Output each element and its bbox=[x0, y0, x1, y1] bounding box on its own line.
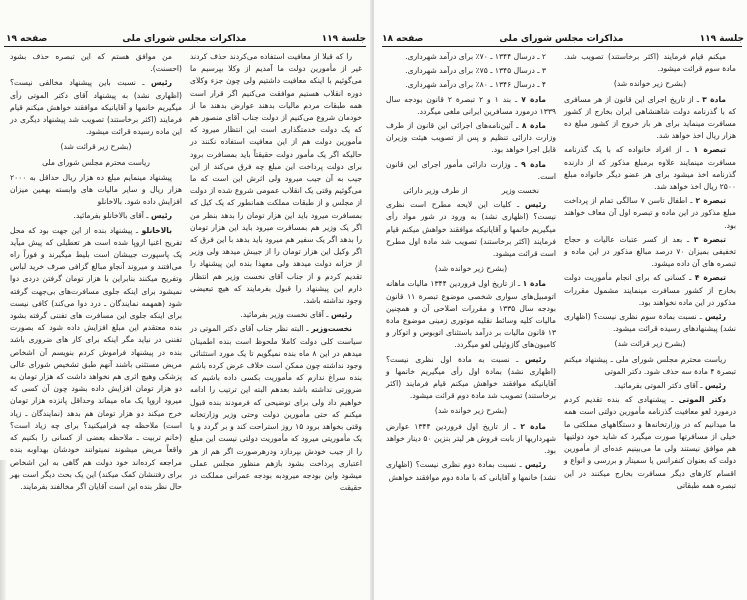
paragraph bbox=[10, 225, 182, 493]
speaker-label: مادة ۲ bbox=[520, 421, 547, 431]
speaker-label: رئیس bbox=[524, 460, 546, 470]
paragraph bbox=[386, 278, 556, 351]
paragraph bbox=[190, 323, 362, 494]
speaker-label: تبصرة ۳ bbox=[693, 234, 726, 244]
paragraph bbox=[386, 354, 556, 403]
paragraph bbox=[190, 309, 362, 321]
paragraph-text: ریاست محترم مجلس شورای ملی ـ پیشنهاد میکنم تبصرة ۴ مادة سه حذف شود. دکتر الموتی bbox=[564, 354, 736, 376]
paragraph-text: پیشنهاد مینمایم مبلغ ده هزار ریال حداقل به ۲۰۰۰ هزار ریال و سایر مالیات های وابسته بهمین میزان افزایش داده شود. بالاخانلو bbox=[10, 172, 182, 207]
paragraph bbox=[10, 51, 182, 75]
left-page-column-left bbox=[10, 51, 182, 495]
header-rule bbox=[4, 46, 366, 47]
paragraph bbox=[10, 172, 182, 209]
signatures bbox=[386, 185, 556, 197]
paragraph bbox=[564, 311, 736, 335]
paragraph-text: را که قبلا از معافیت استفاده می‌کردند حذف کردند غیر از مأمورین دولت ما آمدیم از وکلا بپرسیم ما می‌گوئیم با اینکه معافیت داشتیم ولی چون جزء وکلای دوره انقلاب هستیم موافقت می‌کنیم اگر قرار است همه طبقات مردم مالیات بدهند عوارض بدهند ما از خودمان شروع می‌کنیم از دولت جناب آقای منصور هم که یک دولت خدمتگذاری است این انتظار میرود که مأمورین دولت هم از این معافیت استفاده نکنند در حالیکه اگر یک مأمور دولت حقیقتاً باید بمسافرت برود برای دولت پرداخت این مبلغ چه فرق می‌کند از این جیب به آن جیب میرود ولی اثرش این است که ما می‌گوئیم وقتی یک انقلاب عمومی شروع شده از دولت از مجلس و از طبقات مملکت همانطور که یک کیل که بمسافرت میرود باید این هزار تومان را بدهد بنظر من اگر یک وزیر هم بمسافرت میرود باید این هزار تومان را بدهد اگر یک سفیر هم میرود باید بدهد با این فرق که اگر وکیل این هزار تومان را از جیبش میدهد ولی وزیر از خزانه دولت میدهد ولی معهذا بنده این پیشنهاد را تقدیم کردم و از جناب آقای نخست وزیر هم انتظار دارم این پیشنهاد را قبول بفرمایند که هیچ تبعیضی وجود نداشته باشد. bbox=[190, 52, 362, 306]
paragraph-text: ۴ ـ درسال ۱۳۴۶ ـ ۸۰٪ برای درآمد شهرداری. bbox=[405, 80, 546, 90]
paragraph bbox=[10, 77, 182, 138]
speaker-label: مادة ۱ bbox=[522, 279, 546, 289]
paragraph bbox=[564, 234, 736, 271]
section-note: ریاست محترم مجلس شورای ملی bbox=[42, 157, 150, 167]
paragraph bbox=[386, 79, 556, 91]
paragraph-text: ـ از افراد خانواده که با یک گذرنامه مسافرت مینمایند علاوه برمبلغ مذکور که از دارنده گذرنامه اخذ میشود برای هر عضو دیگر خانواده مبلغ ۲۵۰۰ ریال اخذ خواهد شد. bbox=[564, 145, 736, 192]
paragraph-text: ـ پیشنهاد بنده از این جهت بود که محل تفریح اغنیا اروپا شده است هر تعطیلی که پیش میآید یک پاسپورت جیبشان است بلیط میگیرند و فوراً راه می‌افتند و میروند آنجاو مبالغ گزافی صرف خرید لباس وتفریح میکنند بنابراین با هزار تومان گرفتن دردی دوا نمیشود برای اینکه جلوی مسافرت‌های بی‌جهت گرفته شود (همهمه نمایندگان ـ درد دوا می‌کند) کافی نیست برای اینکه جلوی این مسافرت های تفننی گرفته بشود بنده معتقدم این مبلغ افزایش داده شود که بصورت تفننی در نیاید مگر اینکه برای کار های ضروری باشد بنده در پیشنهاد فراموش کردم بنویسم آن اشخاص مریض مستثنی باشند آنهم طبق تشخیص شورای عالی پزشکی وهیچ اثری هم نخواهد داشت که هزار تومان به دو هزار تومان افزایش داده بشود چون آن کسی که میرود اروپا یک ماه میماند وحداقل پانزده هزار تومان خرج میکند دو هزار تومان هم بدهد (نمایندگان ـ زیاد است) ملاحظه چه فرامیکنید؟ برای چه زیاد است؟ (خانم تربیت ـ ملاحظه بعضی از کسانی را بکنیم که واقعاً مریض میشوند نمیتوانند خودشان بهداوبه بنده مراجعه کرده‌اند خود دولت هم گاهی به این اشخاص برای رفتنشان کمک میکند) این یک بحث دیگر است بهر حال نظر بنده این است آقایان اگر مخالفند بفرمایند. bbox=[10, 225, 182, 491]
speaker-label: دکتر الموتی bbox=[678, 395, 726, 405]
paragraph-text: ـ آئین‌نامه‌های اجرائی این قانون از طرف وزارت دارائی تنظیم و پس از تصویب هیئت وزیران قابل اجرا خواهد بود. bbox=[386, 121, 556, 155]
paragraph-text: ـ بعد از کسر عتبات عالیات و حجاج تخفیفی بمیزان ۷۰ درصد مبالغ مذکور در این ماده و تبصره های آن داده میشود. bbox=[564, 234, 736, 269]
page-number: صفحه ۱۹ bbox=[6, 34, 48, 44]
left-page bbox=[0, 0, 372, 600]
page-edge-shadow bbox=[0, 460, 6, 600]
paragraph bbox=[386, 159, 556, 183]
speaker-label: رئیس bbox=[704, 381, 726, 391]
speaker-label: رئیس bbox=[150, 78, 172, 88]
paragraph bbox=[190, 51, 362, 307]
speaker-label: مادة ۸ bbox=[521, 121, 546, 131]
session-number: جلسة ۱۱۹ bbox=[321, 34, 366, 44]
paragraph bbox=[564, 94, 736, 143]
paragraph-text: ـ البته نظر جناب آقای دکتر الموتی در سیاست کلی دولت کاملا ملحوظ است بنده اطمینان میدهم در این ۸ ماه بنده نمیگویم تا یک مورد استثنائی وجود نداشته چون ممکن است خلاف عرض کرده باشم بنده سراغ ندارم که مأموریت بکسی داده باشیم که ضرورتی نداشته باشد بعدهم البته این ترتیب را ادامه خواهیم داد ولی برای توضیحی که فرمودند بنده قبول میکنم که حتی مأمورین دولت وحتی وزیر وزارتخانه وقتی بخواهد برود ۱۵ روز استراحت کند و بر گردد و یا یک مأموریتی میرود که مأموریت دولتی نیست این مبلغ را از جیب خودش بپردازد ودرهرصورت اگر هم از هر اعتباری پرداخت بشود بازهم منظور مجلس عملی میشود واین بودجه میرودبه بودجه عمرانی مملکت در حقیقت bbox=[190, 324, 363, 493]
paragraph-text: ـ آقای نخست وزیر بفرمائید. bbox=[240, 310, 331, 320]
speaker-label: مادة ۷ bbox=[521, 94, 546, 104]
paragraph-text: ۳ ـ درسال ۱۳۴۵ ـ ۷۵٪ برای درآمد شهرداری. bbox=[405, 66, 546, 76]
session-number: جلسة ۱۱۹ bbox=[699, 34, 744, 44]
left-page-column-right bbox=[190, 51, 362, 496]
right-page-header bbox=[382, 30, 744, 44]
paragraph-text: ـ از تاریخ اول فروردین ۱۳۴۴ مالیات ماهانه اتومبیل‌های سواری شخصی موضوع تبصرة ۱۱ قانون بودجه سال ۱۳۳۵ و مقررات اصلاحی آن و همچنین مالیات کلیه وسائط نقلیه موتوری زمینی موضوع مادة ۱۳ قانون مالیات بر درآمد باستثنای اتوبوس و اتوکار و کامیون‌های گازوئیلی لغو میگردد. bbox=[386, 279, 556, 350]
paragraph bbox=[386, 459, 556, 483]
paragraph bbox=[10, 210, 182, 222]
section-note: (بشرح زیر خوانده شد) bbox=[434, 406, 508, 416]
section-note: (بشرح زیر خوانده شد) bbox=[613, 79, 687, 89]
signature: از طرف وزیر دارائی bbox=[403, 186, 468, 196]
section-note: (بشرح زیر خوانده شد) bbox=[434, 264, 508, 274]
paragraph bbox=[564, 354, 736, 378]
speaker-label: مادة ۳ bbox=[702, 94, 727, 104]
paragraph-text: میکنم قیام فرمایند (اکثر برخاستند) تصویب شد. مادة سوم قرائت میشود. bbox=[564, 52, 736, 74]
speaker-label: رئیس bbox=[330, 310, 352, 320]
paragraph-text: ـ نسبت بمادة سوم نظری نیست؟ (اظهاری نشد) پیشنهادهای رسیده قرائت میشود. bbox=[564, 312, 736, 334]
running-title: مذاکرات مجلس شورای ملی bbox=[499, 34, 624, 44]
paragraph-text: ـ کسانی که برای انجام مأموریت دولت بخارج از کشور مسافرت مینمایند مشمول مقررات مذکور در این ماده نخواهند بود. bbox=[564, 273, 736, 307]
paragraph bbox=[386, 94, 556, 118]
paragraph bbox=[564, 380, 736, 392]
paragraph-text: ـ وزارت دارائی مأمور اجرای این قانون است. bbox=[386, 159, 556, 181]
paragraph-text: ـ نسبت به مادة اول نظری نیست؟ (اظهاری نشد) بمادة اول رأی میگیریم خانمها و آقایانیکه موافقند خواهش میکنم قیام فرمایند (اکثر برخاستند) تصویب شد مادة دوم قرائت میشود. bbox=[386, 354, 556, 401]
right-page-column-right bbox=[564, 51, 736, 494]
paragraph bbox=[564, 195, 736, 232]
paragraph-text: ـ اطفال تاسن ۷ سالگی تمام از پرداخت مبلغ مذکور در این ماده و تبصره اول آن معاف خواهند بود. bbox=[564, 196, 736, 230]
paragraph-text: ـ بند ۱ و ۲ تبصرة ۲ قانون بودجه سال ۱۳۳۹ درمورد مسافرین ایرانی ملغی میگردد. bbox=[386, 94, 556, 116]
right-page-column-left bbox=[386, 51, 556, 486]
page-number: صفحه ۱۸ bbox=[382, 34, 424, 44]
paragraph-text: ـ از تاریخ اول فروردین ۱۳۴۴ عوارض شهرداریها از بابت فروش هر لیتر بنزین ۵۰ دینار خواهد بود. bbox=[386, 421, 557, 456]
speaker-label: مادة ۹ bbox=[521, 159, 547, 169]
paragraph bbox=[564, 272, 736, 309]
paragraph bbox=[564, 144, 736, 193]
paragraph-text: من موافق هستم که این تبصره حذف بشود (احسنت). bbox=[10, 52, 182, 74]
right-page bbox=[374, 0, 747, 600]
paragraph-text: ۲ ـ درسال ۱۳۴۴ ـ ۷۰٪ برای درآمد شهرداری. bbox=[405, 52, 546, 61]
paragraph bbox=[564, 51, 736, 75]
signature: نخست وزیر bbox=[501, 186, 539, 196]
header-rule bbox=[382, 46, 742, 47]
paragraph-text: ـ پیشنهادی که بنده تقدیم کردم درمورد لغو معافیت گذرنامه مأمورین دولتی است همه ما میدانیم که در وزارتخانه‌ها و دستگاههای مملکتی ما خیلی از مسافرتها صورت میگیرد که شاید خود دولتیها هم موافق نیستند ولی ما می‌بینیم عده‌ای از مأمورین دولت که بعنوان کنفرانس یا سمینار و بررسی و انواع و اقسام کارهای دیگر مسافرت بخارج میکنند در این تبصره همه طبقاتی bbox=[564, 395, 736, 490]
speaker-label: تبصرة ۴ bbox=[694, 273, 726, 283]
left-page-header bbox=[6, 30, 366, 44]
paragraph bbox=[564, 394, 736, 492]
speaker-label: تبصرة ۱ bbox=[693, 145, 726, 155]
paragraph bbox=[386, 421, 556, 458]
paragraph-text: ـ نسبت بمادة دوم نظری نیست؟ (اظهاری نشد) خانمها و آقایانی که با مادة دوم موافقند خواهش bbox=[386, 460, 556, 482]
running-title: مذاکرات مجلس شورای ملی bbox=[122, 34, 247, 44]
speaker-label: رئیس bbox=[150, 211, 172, 221]
section-note: (بشرح زیر قرائت شد) bbox=[614, 339, 686, 349]
paragraph-text: ـ آقای بالاخانلو بفرمائید. bbox=[73, 211, 151, 221]
paragraph bbox=[386, 51, 556, 63]
paragraph-text: ـ از تاریخ اجرای این قانون از هر مسافری که با گذرنامه دولت شاهنشاهی ایران بخارج از کشور مسافرت مینماید برای هر بار خروج از کشور مبلغ ده هزار ریال اخذ خواهد شد. bbox=[564, 94, 736, 141]
speaker-label: بالاخانلو bbox=[141, 225, 172, 235]
section-note: (بشرح زیر قرائت شد) bbox=[60, 142, 132, 152]
paragraph bbox=[386, 199, 556, 260]
speaker-label: نخست‌وزیر bbox=[311, 324, 352, 334]
paragraph bbox=[386, 65, 556, 77]
paragraph-text: ـ آقای دکتر الموتی بفرمائید. bbox=[614, 381, 705, 391]
speaker-label: تبصرة ۲ bbox=[695, 196, 726, 206]
speaker-label: رئیس bbox=[524, 354, 546, 364]
paragraph-text: ـ نسبت باین پیشنهاد مخالفی نیست؟ (اظهاری نشد) به پیشنهاد آقای دکتر الموتی رأی میگیریم خانمها و آقایانیکه موافقند خواهش میکنم قیام فرمایند (اکثر برخاستند) تصویب شد پیشنهاد دیگری در این ماده رسیده قرائت میشود. bbox=[10, 78, 182, 137]
paragraph-text: ـ کلیات این لایحه مطرح است نظری نیست؟ (اظهاری نشد) به ورود در شور مواد رأی میگیریم خانمها و آقایانیکه موافقند خواهش میکنم قیام فرمایند (اکثر برخاستند) تصویب شد مادة اول مطرح است قرائت میشود. bbox=[386, 200, 556, 259]
speaker-label: رئیس bbox=[704, 312, 726, 322]
paragraph bbox=[386, 120, 556, 157]
speaker-label: رئیس bbox=[524, 200, 546, 210]
